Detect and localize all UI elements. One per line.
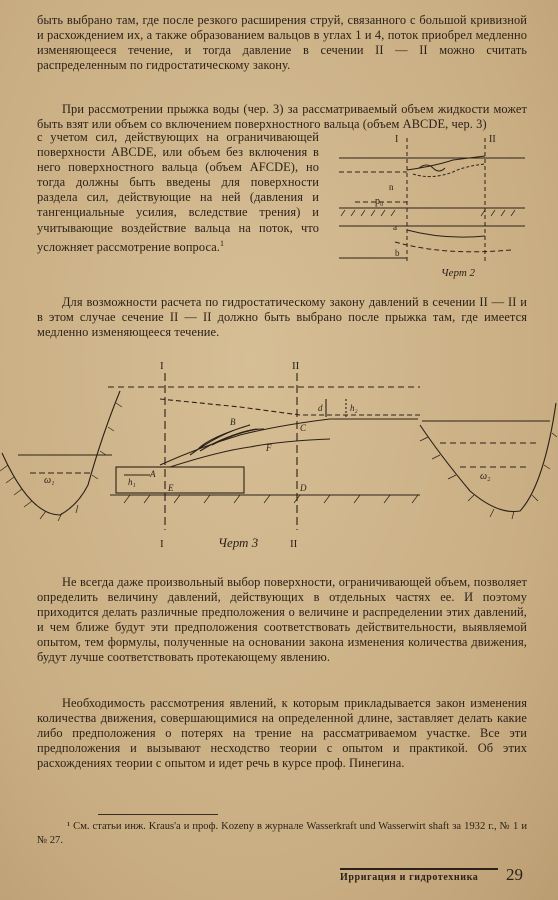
fig3-label-A: A [150,469,156,479]
paragraph-3: Для возможности расчета по гидростатическому закону давлений в сечении II — II и в этом случае сечение II — II должно быть выбрано после прыжка там, где имеется медленно изменяющееся течение. [37,295,527,340]
fig2-label-section-II: II [489,134,496,145]
footnote-divider [98,814,218,815]
fig3-label-section-I-top: I [160,360,164,372]
fig3-label-d: d [318,403,323,413]
fig3-label-E: E [168,483,174,493]
footnote-marker: 1 [220,238,225,248]
paragraph-1: быть выбрано там, где после резкого расширения струй, связанного с большой кривизной и расхождением их, а также образованием вальцов в углах 1 и 4, поток приобрел медленно изменяющееся течение, и тогда давление в сечении II — II можно считать распределенным по гидростатическому закону. [37,13,527,73]
fig3-label-omega2: ω₂ [480,471,491,482]
fig3-label-section-I-bottom: I [160,538,164,550]
fig3-label-D: D [300,483,307,493]
fig2-label-section-I: I [395,134,399,145]
fig3-label-C: C [300,423,307,433]
fig3-label-F: F [266,443,272,453]
footer-rule [340,868,498,870]
fig3-label-B: B [230,417,236,427]
fig3-caption: Черт 3 [218,535,259,550]
paragraph-4: Не всегда даже произвольный выбор поверхности, ограничивающей объем, позволяет определить величину давлений, действующих в отдельных частях ее. И поэтому приходится делать различные предположения о величине и распределении этих давлений, и чем ближе будут эти предположения соответствовать действительности, выявляемой опытом, тем формулы, полученные на основании закона изменения количества движения, будут лучше соответствовать протекающему явлению. [37,575,527,665]
running-footer: Ирригация и гидротехника [340,872,479,883]
fig2-label-b: b [395,248,400,258]
fig3-label-section-II-bottom: II [290,538,298,550]
fig3-label-h1: h₁ [128,477,136,487]
fig2-label-n: n [389,182,394,192]
fig3-label-section-II-top: II [292,360,300,372]
fig2-caption: Черт 2 [441,267,476,279]
page-number: 29 [506,865,523,884]
fig3-label-h2: h₂ [350,403,358,413]
figure-3-diagram [0,355,558,560]
figure-2-diagram [335,130,527,280]
footnote: ¹ См. статьи инж. Kraus'a и проф. Kozeny в журнале Wasserkraft und Wasserwirt shaft за 1932 г., № 1 и № 27. [37,821,527,846]
fig3-label-omega1: ω₁ [44,475,55,486]
paragraph-2-full-width: При рассмотрении прыжка воды (чер. 3) за рассматриваемый объем жидкости может быть взят или объем со включением поверхностного вальца (объем ABCDE, чер. 3) [37,102,527,132]
fig2-label-p0: p₀ [375,196,384,207]
paragraph-2-wrapped [37,130,319,255]
paragraph-2-wrapped-text: с учетом сил, действующих на ограничивающей поверхности ABCDE, или объем без включения в него поверхностного вальца (объем AFCDE), но тогда должны быть введены для поверхности раздела сил, действующие на ней (давления и тангенциальные усилия, вследствие трения) и учитывающие воздействие вальца на поток, что усложняет рассмотрение вопроса. [37,130,319,254]
paragraph-5: Необходимость рассмотрения явлений, к которым прикладывается закон изменения количества движения, совершающимися на определенной длине, заставляет делать какие либо предположения о потерях на трение на рассматриваемом участке. Все эти предположения и вызывают несходство теории с опытом и практикой. Об этих расхождениях теории с опытом и идет речь в курсе проф. Пинегина. [37,696,527,771]
fig2-label-a: a [393,222,397,232]
